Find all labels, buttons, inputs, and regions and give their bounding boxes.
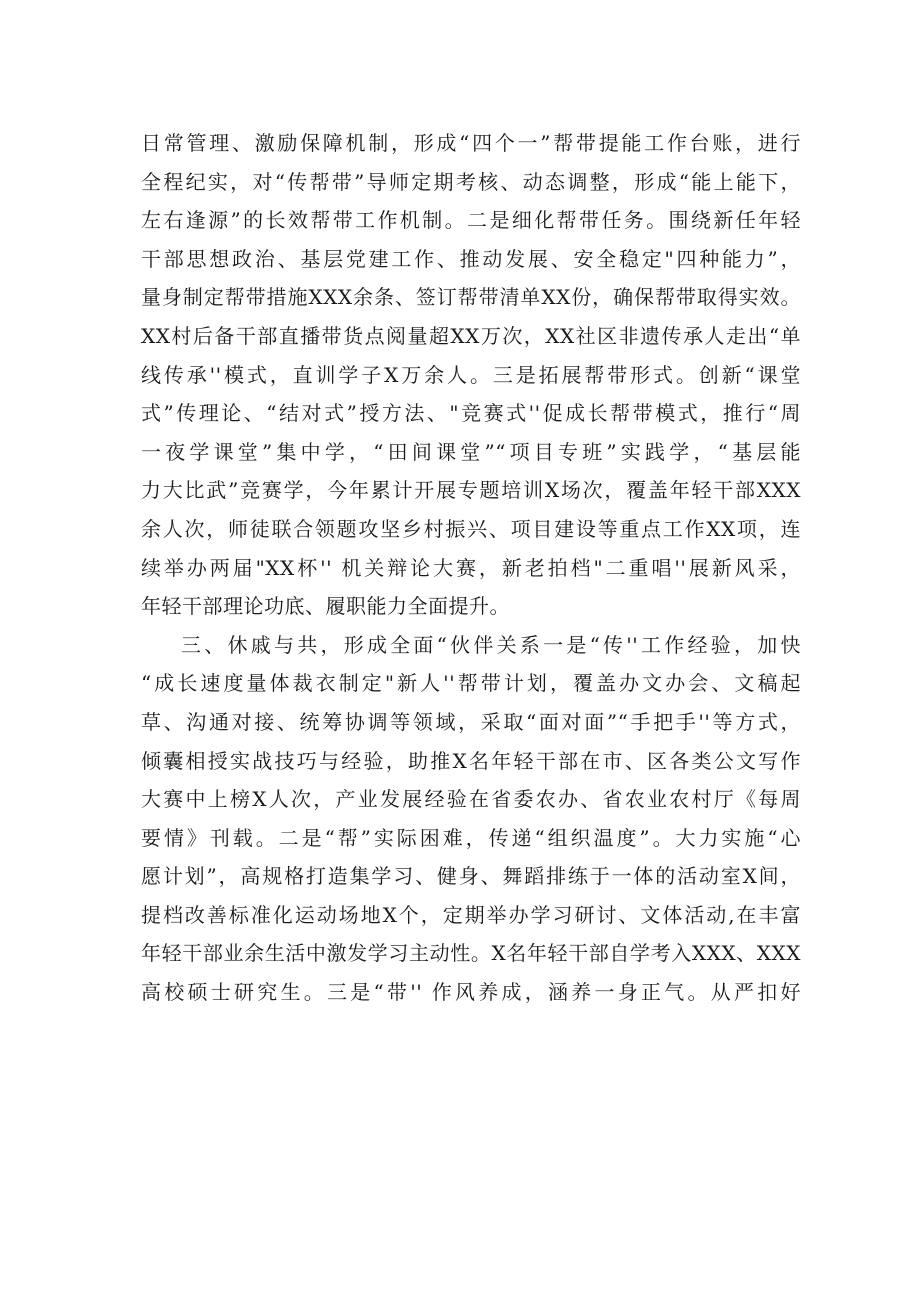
text-line: “成长速度量体裁衣制定"新人''帮带计划，覆盖办文办会、文稿起 <box>141 671 801 696</box>
body-text <box>141 124 801 1012</box>
text-line: 草、沟通对接、统筹协调等领域，采取“面对面”“手把手''等方式， <box>141 709 801 734</box>
text-line: 式”传理论、“结对式”授方法、"竞赛式''促成长帮带模式，推行“周 <box>141 401 801 426</box>
text-line: 线传承''模式，直训学子X万余人。三是拓展帮带形式。创新“课堂 <box>141 362 801 387</box>
text-line: 提档改善标准化运动场地X个，定期举办学习研讨、文体活动,在丰富 <box>141 902 801 927</box>
text-line: 干部思想政治、基层党建工作、推动发展、安全稳定"四种能力”， <box>141 246 801 271</box>
text-line: 左右逢源”的长效帮带工作机制。二是细化帮带任务。围绕新任年轻 <box>141 208 801 233</box>
text-line: 年轻干部业余生活中激发学习主动性。X名年轻干部自学考入XXX、XXX <box>141 941 801 966</box>
text-line: 大赛中上榜X人次，产业发展经验在省委农办、省农业农村厅《每周 <box>141 787 801 812</box>
text-line: 要情》刊载。二是“帮”实际困难，传递“组织温度”。大力实施“心 <box>141 825 801 850</box>
text-line: 日常管理、激励保障机制，形成“四个一”帮带提能工作台账，进行 <box>141 131 801 155</box>
text-line: XX村后备干部直播带货点阅量超XX万次，XX社区非遗传承人走出“单 <box>141 323 801 348</box>
text-line: 高校硕士研究生。三是“带'' 作风养成，涵养一身正气。从严扣好 <box>141 980 801 1005</box>
text-line: 倾囊相授实战技巧与经验，助推X名年轻干部在市、区各类公文写作 <box>141 748 801 773</box>
text-line: 续举办两届"XX杯'' 机关辩论大赛，新老拍档"二重唱''展新风采， <box>141 555 801 580</box>
text-line: 一夜学课堂”集中学，“田间课堂”“项目专班”实践学，“基层能 <box>141 439 801 464</box>
section-heading-line: 三、休戚与共，形成全面“伙伴关系一是“传''工作经验，加快 <box>181 632 801 657</box>
text-line: 余人次，师徒联合领题攻坚乡村振兴、项目建设等重点工作XX项，连 <box>141 516 801 541</box>
text-line: 力大比武”竞赛学，今年累计开展专题培训X场次，覆盖年轻干部XXX <box>141 478 801 503</box>
text-line: 量身制定帮带措施XXX余条、签订帮带清单XX份，确保帮带取得实效。 <box>141 285 801 310</box>
text-line: 全程纪实，对“传帮带”导师定期考核、动态调整，形成“能上能下， <box>141 169 801 194</box>
text-line: 年轻干部理论功底、履职能力全面提升。 <box>141 594 510 619</box>
text-line: 愿计划”，高规格打造集学习、健身、舞蹈排练于一体的活动室X间， <box>141 864 801 889</box>
